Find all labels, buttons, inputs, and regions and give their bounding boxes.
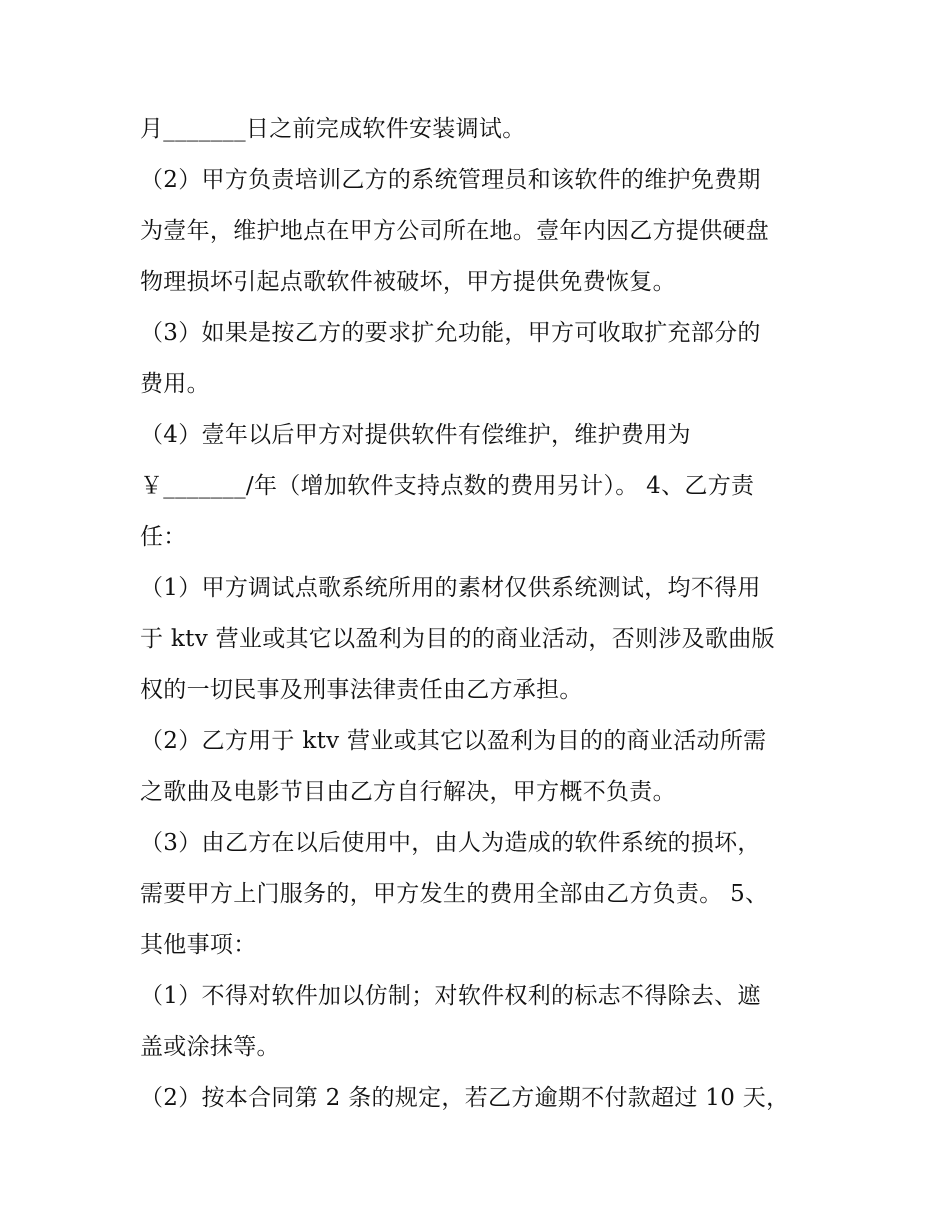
text-line: 于 ktv 营业或其它以盈利为目的的商业活动，否则涉及歌曲版 xyxy=(140,626,775,652)
contract-text xyxy=(140,108,820,1128)
text-line: （1）不得对软件加以仿制；对软件权利的标志不得除去、遮 xyxy=(140,983,761,1009)
text-line: 为壹年，维护地点在甲方公司所在地。壹年内因乙方提供硬盘 xyxy=(140,218,770,244)
text-line: 之歌曲及电影节目由乙方自行解决，甲方概不负责。 xyxy=(140,779,676,805)
text-line: （4）壹年以后甲方对提供软件有偿维护，维护费用为 xyxy=(140,422,691,448)
text-line: 其他事项： xyxy=(140,932,257,958)
text-line: 月_______日之前完成软件安装调试。 xyxy=(140,116,526,142)
text-line: 任： xyxy=(140,524,187,550)
text-line: （3）由乙方在以后使用中，由人为造成的软件系统的损坏， xyxy=(140,830,761,856)
text-line: 物理损坏引起点歌软件被破坏，甲方提供免费恢复。 xyxy=(140,269,676,295)
text-line: 费用。 xyxy=(140,371,210,397)
text-line: 盖或涂抹等。 xyxy=(140,1034,280,1060)
text-line: 需要甲方上门服务的，甲方发生的费用全部由乙方负责。 5、 xyxy=(140,881,769,907)
text-line: 权的一切民事及刑事法律责任由乙方承担。 xyxy=(140,677,583,703)
text-line: ￥_______/年（增加软件支持点数的费用另计）。 4、乙方责 xyxy=(140,473,755,499)
text-line: （2）乙方用于 ktv 营业或其它以盈利为目的的商业活动所需 xyxy=(140,728,767,754)
text-line: （3）如果是按乙方的要求扩允功能，甲方可收取扩充部分的 xyxy=(140,320,761,346)
text-line: （2）甲方负责培训乙方的系统管理员和该软件的维护免费期 xyxy=(140,167,761,193)
text-line: （2）按本合同第 2 条的规定，若乙方逾期不付款超过 10 天， xyxy=(140,1085,790,1111)
text-line: （1）甲方调试点歌系统所用的素材仅供系统测试，均不得用 xyxy=(140,575,761,601)
